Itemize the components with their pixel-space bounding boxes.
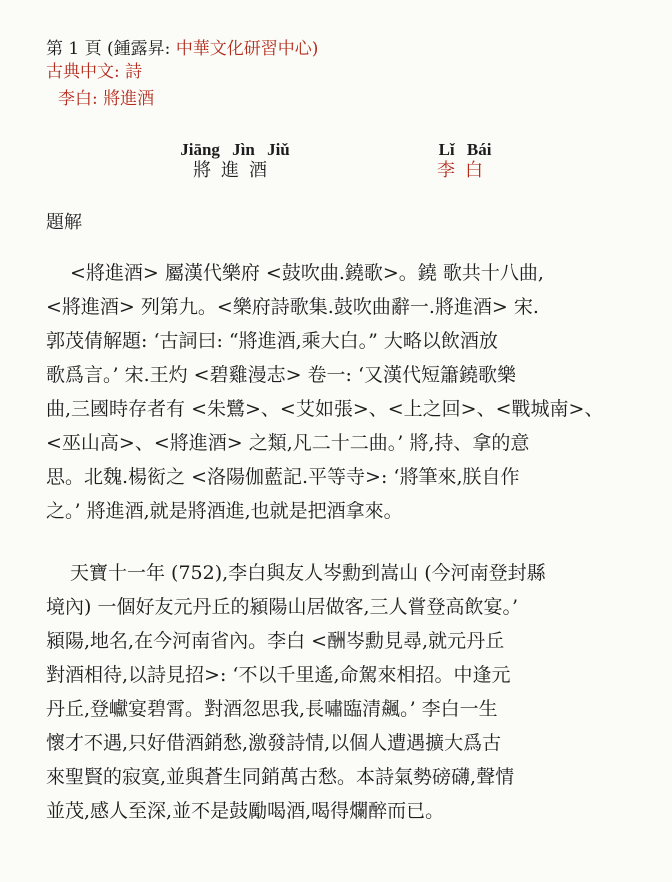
- poem-title: 將進酒: [193, 160, 277, 181]
- header-line-1: [46, 38, 318, 60]
- header-line-2: [46, 61, 142, 83]
- poem-label: 將進酒: [103, 89, 155, 109]
- author-name: 李白: [437, 160, 493, 181]
- paragraph-line: 郭茂倩解題: ‘古詞曰: “將進酒,乘大白。” 大略以飲酒放: [46, 330, 498, 352]
- paragraph-line: <巫山高>、<將進酒> 之類,凡二十二曲。’ 將,持、拿的意: [46, 432, 530, 454]
- page-label: 第 1 頁 (鍾露昇: [46, 39, 165, 59]
- author-label: 李白: [58, 89, 92, 109]
- header-colon: :: [114, 62, 120, 82]
- paragraph-line: 懷才不遇,只好借酒銷愁,激發詩情,以個人遭遇擴大爲古: [46, 732, 502, 754]
- subcategory-label: 詩: [125, 62, 143, 82]
- paragraph-line: 來聖賢的寂寞,並與蒼生同銷萬古愁。本詩氣勢磅礴,聲情: [46, 766, 515, 788]
- organization-name: 中華文化研習中心): [175, 39, 319, 59]
- paragraph-line: 歌爲言。’ 宋.王灼 <碧雞漫志> 卷一: ‘又漢代短簫鐃歌樂: [46, 364, 517, 386]
- author-pinyin: Lǐ Bái: [438, 140, 492, 159]
- section-heading: 題解: [46, 212, 82, 233]
- paragraph-line: 境內) 一個好友元丹丘的潁陽山居做客,三人嘗登高飲宴。’: [46, 596, 519, 618]
- author-block: [430, 140, 500, 182]
- paragraph-line: 曲,三國時存者有 <朱鷺>、<艾如張>、<上之回>、<戰城南>、: [46, 398, 604, 420]
- poem-title-block: [170, 140, 300, 182]
- category-label: 古典中文: [46, 62, 114, 82]
- poem-title-pinyin: Jiāng Jìn Jiǔ: [180, 140, 290, 159]
- paragraph-line: 之。’ 將進酒,就是將酒進,也就是把酒拿來。: [46, 500, 403, 522]
- paragraph-line: 對酒相待,以詩見招>: ‘不以千里遙,命駕來相招。中逢元: [46, 664, 511, 686]
- paragraph-line: <將進酒> 屬漢代樂府 <鼓吹曲.鐃歌>。鐃 歌共十八曲,: [70, 262, 544, 284]
- paragraph-line: 天寶十一年 (752),李白與友人岑勳到嵩山 (今河南登封縣: [70, 562, 546, 584]
- paragraph-line: 丹丘,登巘宴碧霄。對酒忽思我,長嘯臨清飆。’ 李白一生: [46, 698, 498, 720]
- paragraph-line: <將進酒> 列第九。<樂府詩歌集.鼓吹曲辭一.將進酒> 宋.: [46, 296, 539, 318]
- header-colon: :: [164, 39, 171, 59]
- paragraph-line: 並茂,感人至深,並不是鼓勵喝酒,喝得爛醉而已。: [46, 800, 445, 822]
- header-colon: :: [92, 89, 98, 109]
- paragraph-line: 思。北魏.楊衒之 <洛陽伽藍記.平等寺>: ‘將筆來,朕自作: [46, 466, 520, 488]
- paragraph-line: 潁陽,地名,在今河南省內。李白 <酬岑勳見尋,就元丹丘: [46, 630, 505, 652]
- header-line-3: [58, 88, 154, 110]
